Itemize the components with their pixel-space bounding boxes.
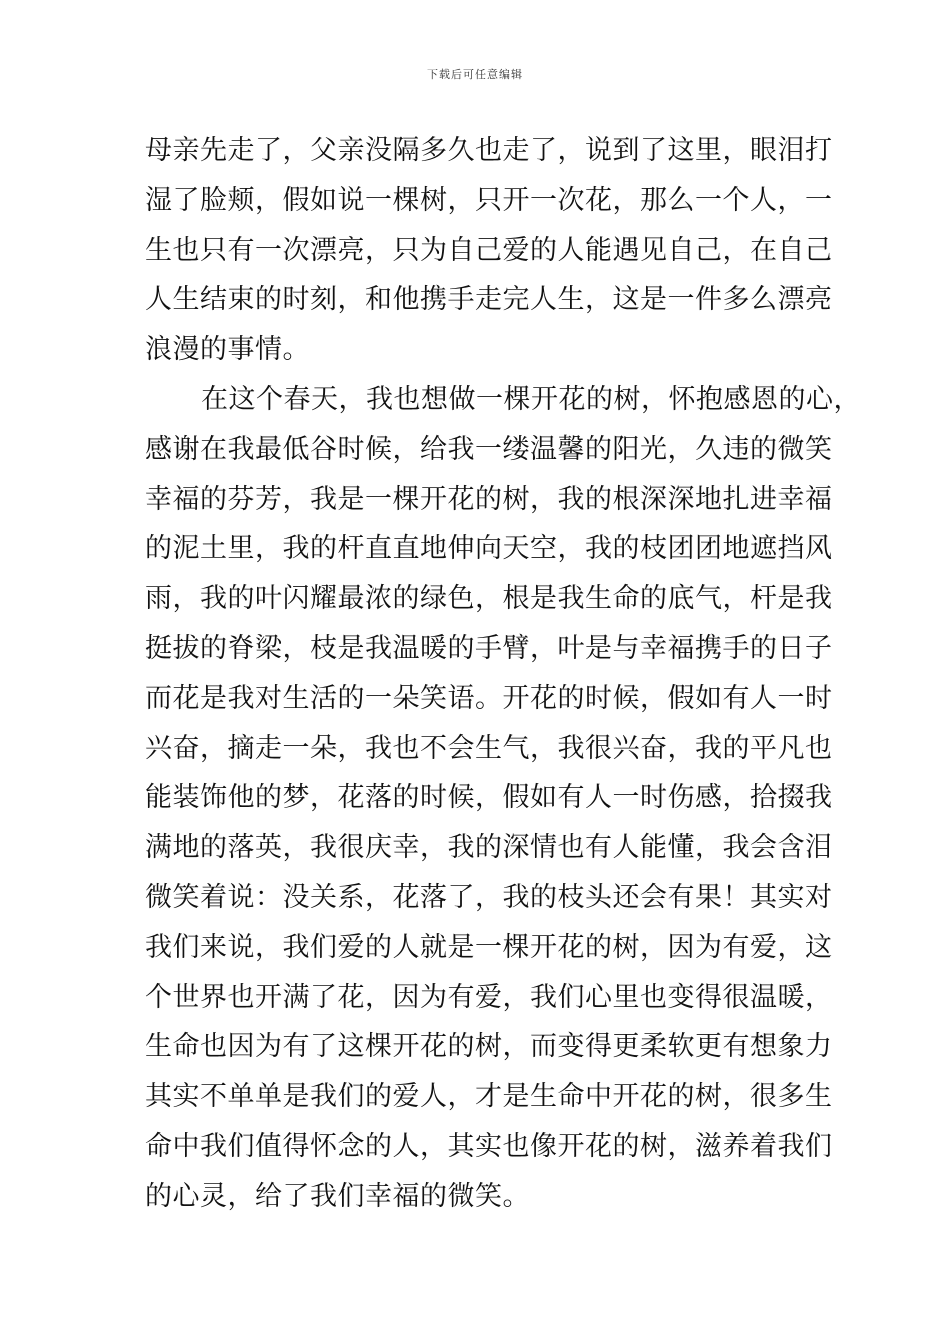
text-line: 其实不单单是我们的爱人，才是生命中开花的树，很多生 [145, 1081, 833, 1113]
text-line: 感谢在我最低谷时候，给我一缕温馨的阳光，久违的微笑 [145, 433, 833, 465]
text-line: 雨，我的叶闪耀最浓的绿色，根是我生命的底气，杆是我 [145, 583, 833, 615]
text-line: 在这个春天，我也想做一棵开花的树，怀抱感恩的心， [201, 383, 861, 415]
text-line: 幸福的芬芳，我是一棵开花的树，我的根深深地扎进幸福 [145, 483, 833, 515]
text-line: 而花是我对生活的一朵笑语。开花的时候，假如有人一时 [145, 682, 833, 714]
text-line: 命中我们值得怀念的人，其实也像开花的树，滋养着我们 [145, 1130, 833, 1162]
paragraph-2 [145, 375, 861, 1222]
text-line: 满地的落英，我很庆幸，我的深情也有人能懂，我会含泪 [145, 832, 833, 864]
text-line: 能装饰他的梦，花落的时候，假如有人一时伤感，拾掇我 [145, 782, 833, 814]
text-line: 挺拔的脊梁，枝是我温暖的手臂，叶是与幸福携手的日子 [145, 632, 833, 664]
text-line: 母亲先走了，父亲没隔多久也走了，说到了这里，眼泪打 [145, 135, 833, 166]
header-note: 下载后可任意编辑 [427, 68, 523, 81]
text-line: 的泥土里，我的杆直直地伸向天空，我的枝团团地遮挡风 [145, 533, 833, 565]
text-line: 生命也因为有了这棵开花的树，而变得更柔软更有想象力 [145, 1031, 833, 1063]
text-line: 个世界也开满了花，因为有爱，我们心里也变得很温暖， [145, 981, 833, 1013]
text-line: 我们来说，我们爱的人就是一棵开花的树，因为有爱，这 [145, 931, 833, 963]
text-line: 浪漫的事情。 [145, 334, 310, 366]
text-line: 的心灵，给了我们幸福的微笑。 [145, 1180, 530, 1212]
text-line: 兴奋，摘走一朵，我也不会生气，我很兴奋，我的平凡也 [145, 732, 833, 764]
text-line: 生也只有一次漂亮，只为自己爱的人能遇见自己，在自己 [145, 234, 833, 266]
body-text [145, 126, 861, 1222]
text-line: 湿了脸颊，假如说一棵树，只开一次花，那么一个人，一 [145, 184, 833, 216]
text-line: 人生结束的时刻，和他携手走完人生，这是一件多么漂亮 [145, 284, 833, 316]
paragraph-1 [145, 126, 835, 375]
text-line: 微笑着说：没关系，花落了，我的枝头还会有果！其实对 [145, 881, 833, 913]
